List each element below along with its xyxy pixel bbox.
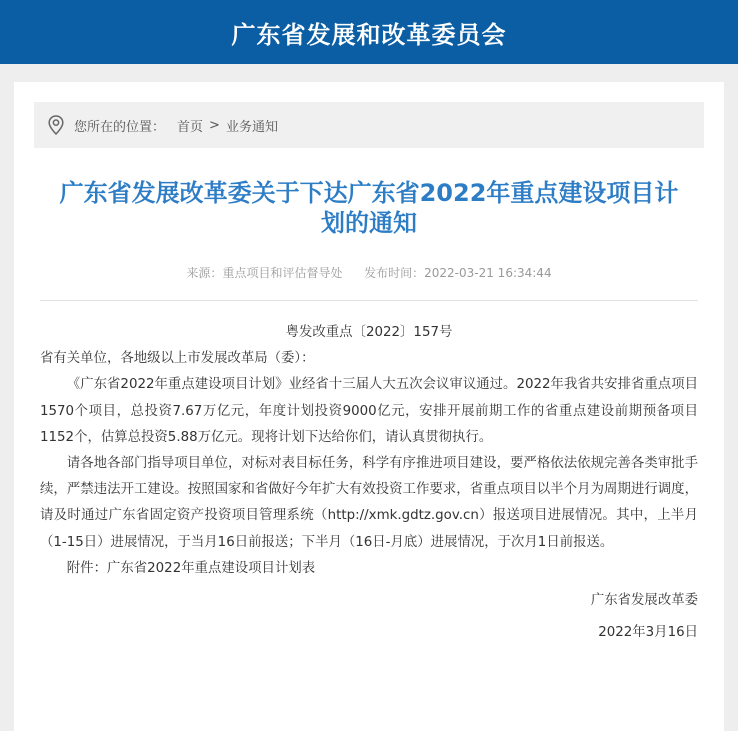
breadcrumb-home-link[interactable]: 首页 — [177, 119, 204, 135]
published-value: 2022-03-21 16:34:44 — [424, 266, 552, 280]
article-meta — [54, 264, 684, 281]
paragraph-2: 请各地各部门指导项目单位，对标对表目标任务，科学有序推进项目建设，要严格依法依规完善各类审批手续，严禁违法开工建设。按照国家和省做好今年扩大有效投资工作要求，省重点项目以半个月为周期进行调度，请及时通过广东省固定资产投资项目管理系统（http://xmk.gdtz.gov.cn）报送项目进展情况。其中，上半月（1-15日）进展情况，于当月16日前报送；下半月（16日-月底）进展情况，于次月1日前报送。 — [40, 456, 698, 550]
paragraph-1: 《广东省2022年重点建设项目计划》业经省十三届人大五次会议审议通过。2022年我省共安排省重点项目1570个项目，总投资7.67万亿元，年度计划投资9000亿元，安排开展前期工作的省重点建设前期预备项目1152个，估算总投资5.88万亿元。现将计划下达给你们，请认真贯彻执行。 — [40, 377, 698, 445]
article-body — [40, 320, 698, 646]
published-label: 发布时间： — [364, 266, 425, 280]
source-value: 重点项目和评估督导处 — [222, 266, 343, 280]
signature-date: 2022年3月16日 — [598, 625, 698, 641]
article-card — [14, 82, 724, 731]
breadcrumb-current-link[interactable]: 业务通知 — [225, 119, 278, 135]
site-header — [0, 0, 738, 64]
breadcrumb-prefix: 您所在的位置： — [74, 119, 166, 135]
article-title: 广东省发展改革委关于下达广东省2022年重点建设项目计划的通知 — [59, 179, 679, 237]
breadcrumb — [34, 102, 704, 148]
addressee: 省有关单位，各地级以上市发展改革局（委）： — [40, 351, 315, 367]
attachment-link[interactable]: 附件：广东省2022年重点建设项目计划表 — [66, 560, 316, 576]
breadcrumb-separator: > — [209, 117, 220, 133]
site-title[interactable]: 广东省发展和改革委员会 — [231, 20, 507, 49]
signature-organization: 广东省发展改革委 — [590, 593, 698, 609]
source-label: 来源： — [186, 266, 223, 280]
location-pin-icon — [48, 115, 64, 135]
document-number: 粤发改重点〔2022〕157号 — [285, 325, 453, 340]
divider — [40, 300, 698, 301]
